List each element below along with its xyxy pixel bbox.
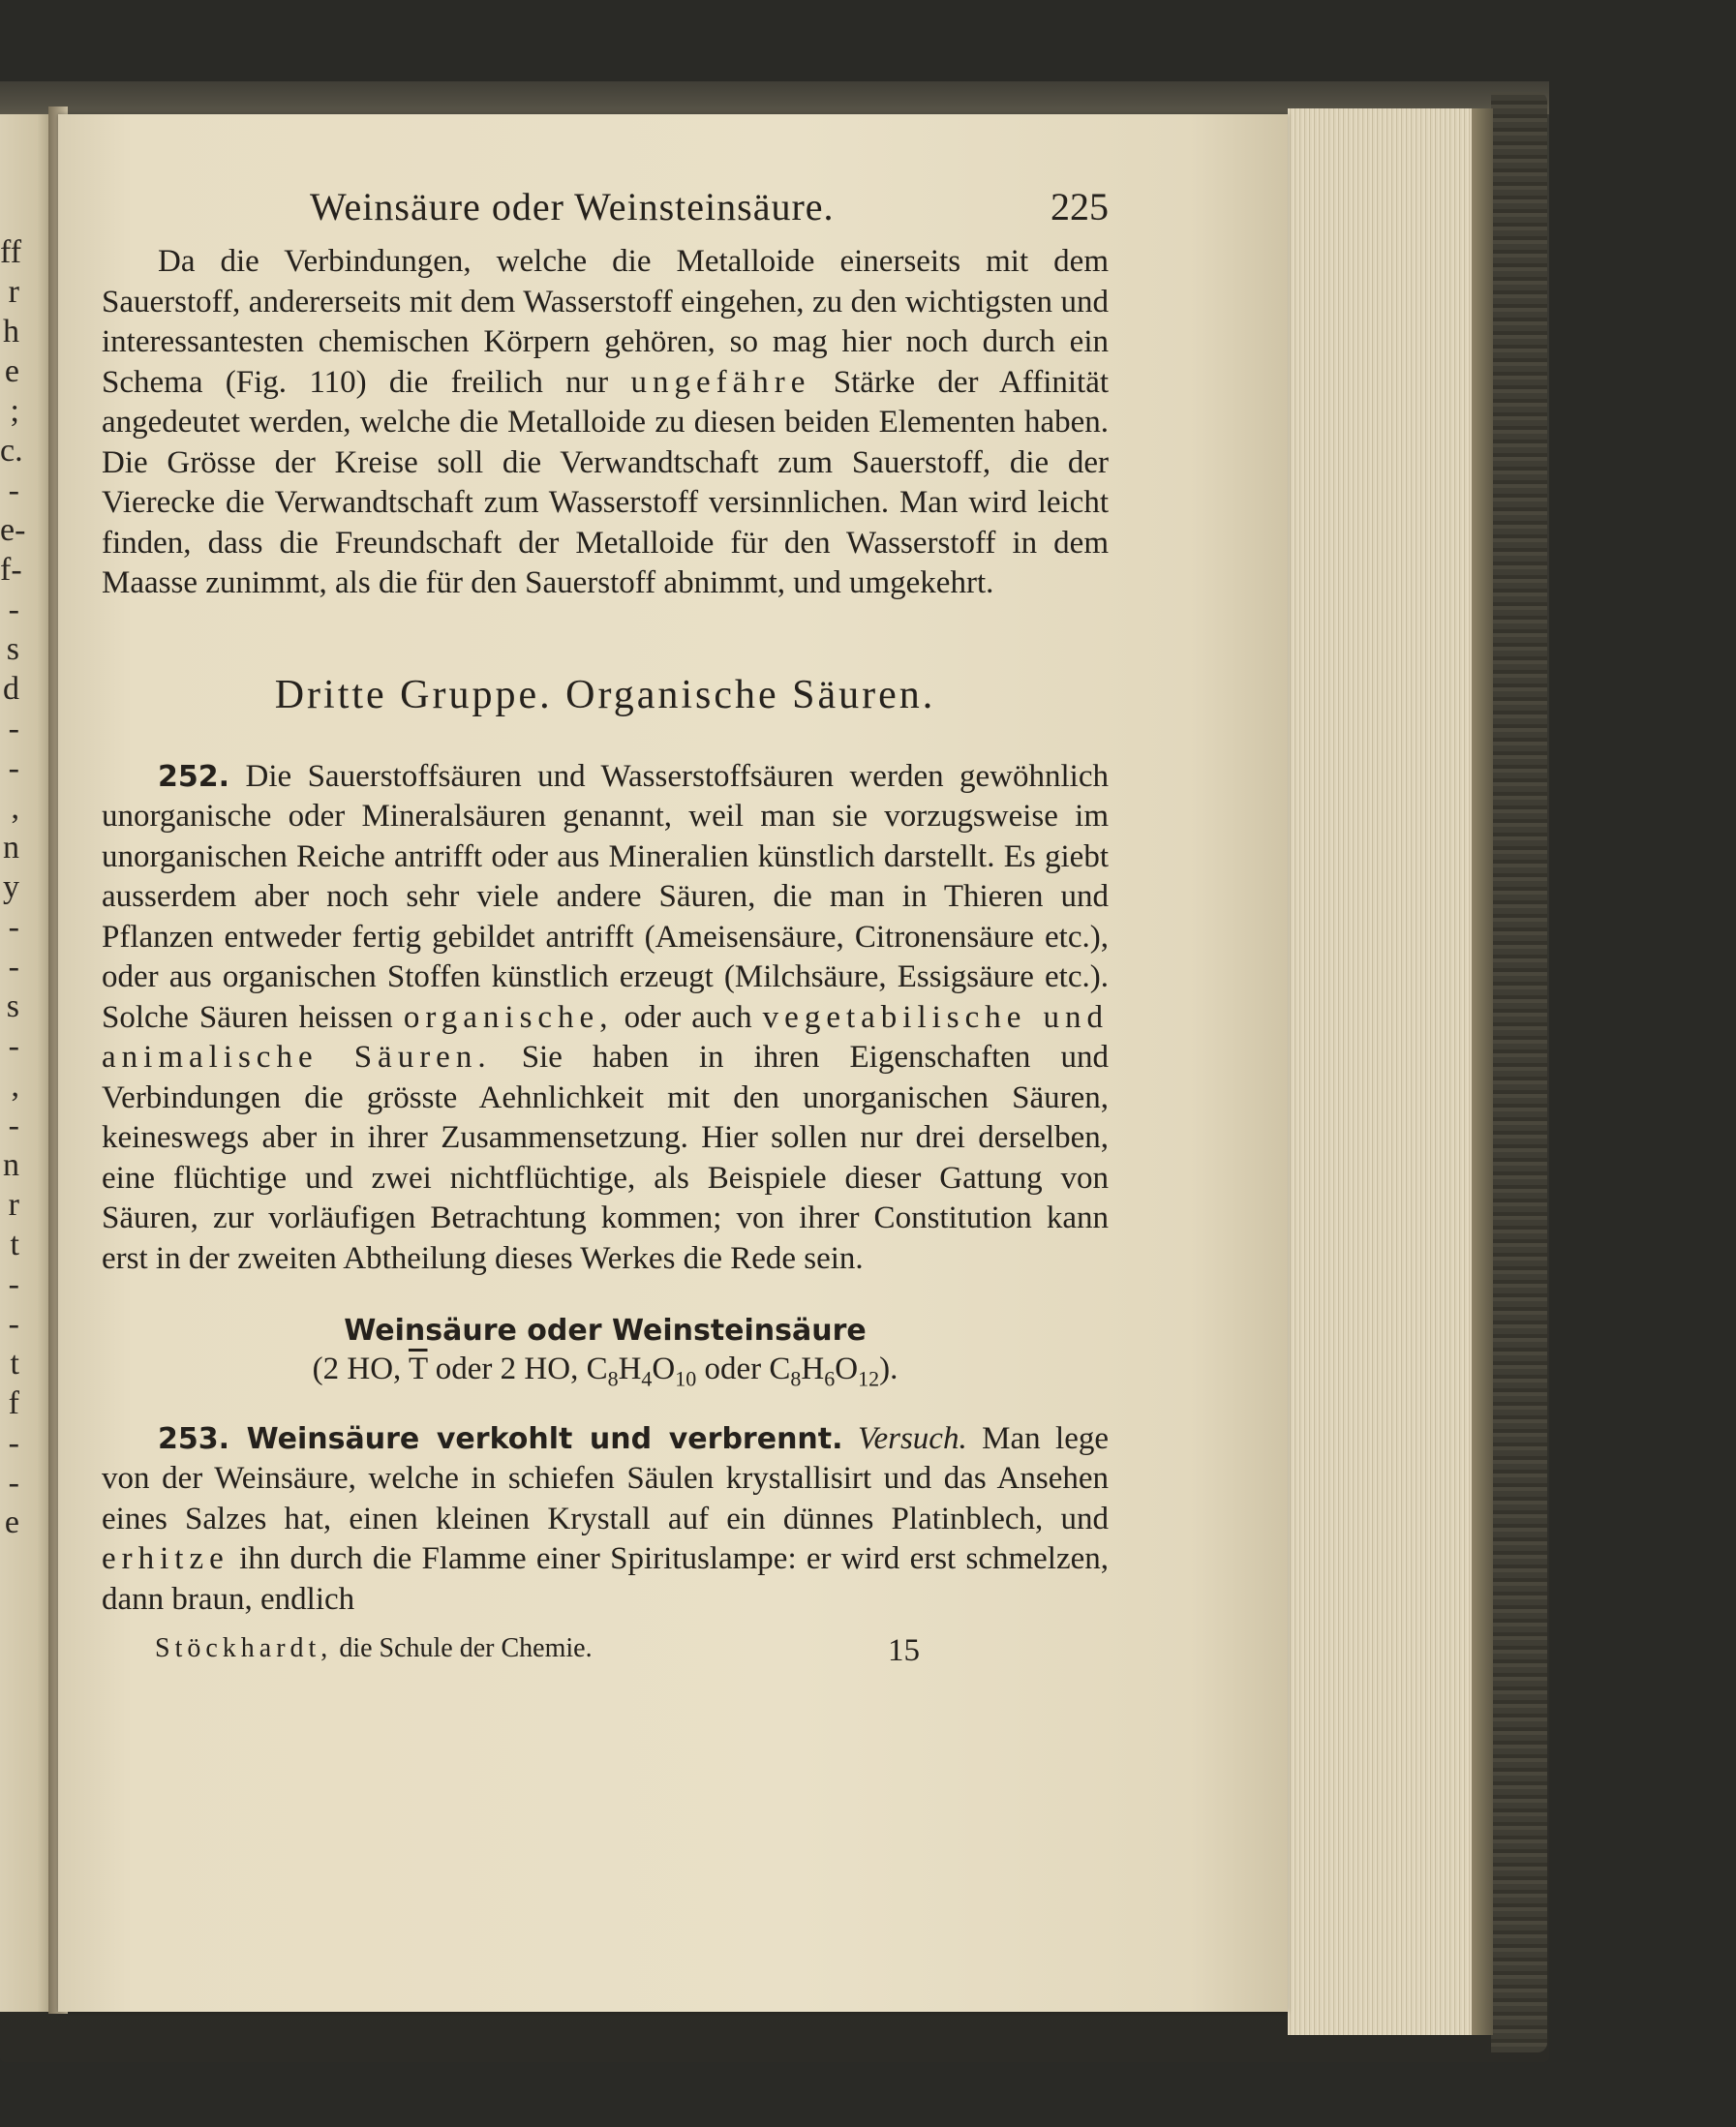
left-margin-char: t: [10, 1227, 19, 1262]
left-margin-char: ff: [0, 234, 22, 270]
paragraph-number: 252.: [158, 759, 230, 794]
book-spine: [1491, 92, 1547, 2052]
left-margin-char: -: [8, 472, 19, 508]
signature-mark: 15: [888, 1633, 920, 1669]
paragraph-252: 252. Die Sauerstoffsäuren und Wasserstoffsäuren werden gewöhnlich unorganische oder Mineralsäuren genannt, weil man sie vorzugsweise im unorganischen Reiche antrifft oder aus Mineralien künstlich darstellt. Es giebt ausserdem aber noch sehr viele andere Säuren, die man in Thieren und Pflanzen entweder fertig gebildet antrifft (Ameisensäure, Citronensäure etc.), oder aus organischen Stoffen künstlich erzeugt (Milchsäure, Essigsäure etc.). Solche Säuren heissen organische, oder auch vegetabilische und animalische Säuren. Sie haben in ihren Eigenschaften und Verbindungen die grösste Aehnlichkeit mit den unorganischen Säuren, keineswegs aber in ihrer Zusammensetzung. Hier sollen nur drei derselben, eine flüchtige und zwei nichtflüchtige, als Beispiele dieser Gattung von Säuren, zur vorläufigen Betrachtung kommen; von ihrer Constitution kann erst in der zweiten Abtheilung dieses Werkes die Rede sein.: [102, 758, 1110, 1276]
left-margin-char: -: [8, 909, 19, 945]
section-title: Dritte Gruppe. Organische Säuren.: [274, 672, 936, 717]
left-margin-char: e: [4, 353, 19, 389]
spaced-word: ungefähre: [630, 364, 811, 400]
left-margin-char: d: [3, 671, 19, 707]
left-margin-char: n: [3, 830, 19, 866]
left-margin-char: -: [8, 1266, 19, 1302]
left-margin-char: ;: [10, 393, 19, 429]
left-margin-char: -: [8, 1306, 19, 1342]
left-margin-char: s: [6, 631, 19, 667]
left-margin-char: -: [8, 1425, 19, 1461]
page-number: 225: [1051, 185, 1109, 228]
left-margin-char: s: [6, 988, 19, 1024]
chemical-formula: (2 HO, $\overline{T}$ oder 2 HO, $C_8H_4O_{10}$ oder $C_8H_6O_{12}$).: [312, 1352, 898, 1391]
left-margin-char: r: [8, 1187, 19, 1223]
footer-author: Stöckhardt, die Schule der Chemie.: [155, 1633, 593, 1664]
left-margin-char: -: [8, 711, 19, 746]
left-margin-char: n: [3, 1147, 19, 1183]
left-margin-char: -: [8, 1028, 19, 1064]
paragraph-schema: Da die Verbindungen, welche die Metalloide einerseits mit dem Sauerstoff, andererseits mit dem Wasserstoff eingehen, zu den wichtigsten und interessantesten chemischen Körpern gehören, so mag hier noch durch ein Schema (Fig. 110) die freilich nur ungefähre Stärke der Affinität angedeutet werden, welche die Metalloide zu diesen beiden Elementen haben. Die Grösse der Kreise soll die Verwandtschaft zum Sauerstoff, die der Vierecke die Verwandtschaft zum Wasserstoff versinnlichen. Man wird leicht finden, dass die Freundschaft der Metalloide für den Wasserstoff in dem Maasse zunimmt, als die für den Sauerstoff abnimmt, und umgekehrt.: [102, 244, 1110, 600]
paragraph-253: 253. Weinsäure verkohlt und verbrennt. Versuch. Man lege von der Weinsäure, welche in schiefen Säulen krystallisirt und das Ansehen eines Salzes hat, einen kleinen Krystall auf ein dünnes Platinblech, und erhitze ihn durch die Flamme einer Spirituslampe: er wird erst schmelzen, dann braun, endlich: [102, 1420, 1110, 1617]
left-margin-char: f-: [0, 552, 22, 588]
left-margin-char: t: [10, 1346, 19, 1382]
subsection-title: Weinsäure oder Weinsteinsäure: [344, 1314, 867, 1348]
left-margin-char: -: [8, 592, 19, 627]
left-margin-char: e-: [0, 512, 26, 548]
cover-board-edge: [1472, 108, 1493, 2035]
left-margin-char: -: [8, 750, 19, 786]
running-head: [102, 184, 1109, 242]
left-margin-char: r: [8, 274, 19, 310]
running-title: Weinsäure oder Weinsteinsäure.: [310, 185, 835, 228]
paragraph-heading: 253. Weinsäure verkohlt und verbrennt.: [158, 1421, 843, 1456]
page-block-edge: [1288, 108, 1493, 2035]
left-margin-char: -: [8, 1108, 19, 1143]
left-margin-char: -: [8, 949, 19, 985]
page-text: [102, 184, 1109, 1672]
left-margin-char: -: [8, 1465, 19, 1501]
left-margin-char: ,: [11, 790, 19, 826]
left-margin-char: y: [3, 869, 19, 905]
left-margin-char: h: [3, 314, 19, 349]
left-margin-char: e: [4, 1504, 19, 1540]
left-page-cut-text: [0, 232, 26, 1542]
page-footer: [102, 1633, 1109, 1672]
left-margin-char: c.: [0, 433, 23, 469]
left-margin-char: ,: [11, 1068, 19, 1104]
left-margin-char: f: [8, 1385, 19, 1421]
